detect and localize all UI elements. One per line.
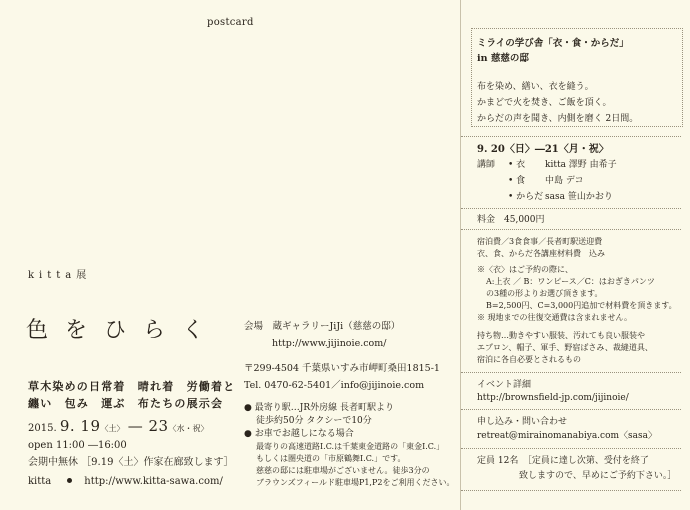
fee-includes-2: 衣、食、からだ各講座材料費 込み: [477, 249, 605, 258]
divider: [461, 490, 681, 491]
belongings-3: 宿泊に各自必要とされるもの: [477, 355, 581, 364]
divider: [461, 208, 681, 209]
lecturer-1-name: kitta 澤野 由希子: [545, 160, 617, 170]
divider: [461, 372, 681, 373]
fee: 料金 45,000円: [477, 215, 545, 225]
note-2: A:上衣 ／ B：ワンピース／C：はおぎきパンツ: [486, 277, 655, 286]
apply-label: 申し込み・問い合わせ: [477, 417, 568, 427]
lecturer-2-name: 中島 デコ: [545, 176, 584, 186]
venue-url[interactable]: http://www.jijinoie.com/: [272, 338, 387, 349]
bullet-dot-icon: [67, 478, 72, 483]
event-details-label: イベント詳細: [477, 380, 532, 390]
kitta-link-line: [28, 476, 223, 487]
kitta-name: kitta: [28, 476, 52, 487]
exhibition-description: [28, 378, 235, 412]
fee-includes-1: 宿泊費／3食食事／長者町駅送迎費: [477, 237, 603, 246]
note-4: B=2,500円、C=3,000円追加で材料費を頂きます。: [486, 301, 677, 310]
intro-line-3: からだの声を聞き、内側を磨く 2日間。: [477, 114, 639, 124]
start-date: 9. 19: [59, 417, 101, 435]
workshop-title: ミライの学び舎「衣・食・からだ」: [477, 38, 629, 49]
apply-email[interactable]: retreat@mirainomanabiya.com〈sasa〉: [477, 431, 658, 441]
tel-email: Tel. 0470-62-5401／info@jijinoie.com: [244, 380, 425, 391]
divider: [461, 136, 681, 137]
description-line-2: 纏い 包み 運ぶ 布たちの展示会: [28, 397, 224, 410]
workshop-subtitle: in 慈慈の邸: [477, 53, 529, 64]
lecturer-1-topic: • 衣: [508, 160, 526, 170]
venue-info: [244, 318, 454, 489]
description-line-1: 草木染めの日常着 晴れ着 労働着と: [28, 380, 236, 393]
station-access: ● 最寄り駅…JR外房線 長者町駅より: [244, 403, 394, 413]
note-3: の3種の形よりお選び頂きます。: [486, 289, 603, 298]
event-details-url[interactable]: http://brownsfield-jp.com/jijinoie/: [477, 393, 629, 403]
station-access-detail: 徒歩約50分 タクシーで10分: [256, 416, 372, 426]
car-note-2: もしくは圏央道の「市原鶴舞I.C.」です。: [256, 454, 406, 463]
lecturers-label: 講師: [477, 160, 496, 170]
belongings-2: エプロン、帽子、軍手、野宿ばさみ、裁縫道具、: [477, 343, 653, 352]
date-line: [28, 418, 233, 437]
car-note-3: 慈慈の邸には駐車場がございません。徒歩3分の: [256, 466, 430, 475]
note-1: ※〈衣〉はご予約の際に、: [477, 265, 573, 274]
lecturer-3-name: sasa 笹山かおり: [545, 192, 613, 202]
exhibition-title: 色をひらく: [26, 318, 222, 343]
workshop-dates: 9. 20〈日〉―21〈月・祝〉: [477, 144, 609, 155]
end-date: — 23: [127, 417, 169, 435]
intro-line-2: かまどで火を焚き、ご飯を頂く。: [477, 98, 612, 108]
capacity-line-1: 定員 12名 ［定員に達し次第、受付を終了: [477, 456, 649, 466]
lecturer-3-topic: • からだ: [508, 192, 544, 202]
car-note-1: 最寄りの高速道路I.C.は千葉東金道路の「東金I.C.」: [256, 442, 445, 451]
lecturer-2-topic: • 食: [508, 176, 526, 186]
belongings-1: 持ち物…動きやすい服装、汚れても良い服装や: [477, 331, 645, 340]
car-access: ● お車でお越しになる場合: [244, 429, 354, 439]
postcard-label: postcard: [207, 17, 254, 28]
end-dow: 〈水・祝〉: [168, 424, 209, 433]
opening-hours: open 11:00 ―16:00: [28, 440, 127, 451]
capacity-line-2: 致しますので、早めにご予約下さい。］: [510, 471, 677, 481]
kitta-url[interactable]: http://www.kitta-sawa.com/: [84, 476, 223, 487]
intro-line-1: 布を染め、繕い、衣を縫う。: [477, 82, 594, 92]
note-5: ※ 現地までの往復交通費は含まれません。: [477, 313, 633, 322]
divider: [461, 229, 681, 230]
exhibition-label: kitta展: [28, 270, 92, 281]
address: 〒299-4504 千葉県いすみ市岬町桑田1815-1: [244, 363, 440, 374]
holiday-note: 会期中無休 ［9.19〈土〉作家在廊致します］: [28, 457, 234, 468]
divider: [461, 448, 681, 449]
car-note-4: ブラウンズフィールド駐車場P1,P2をご利用ください。: [256, 478, 455, 487]
exhibition-dates: [28, 418, 233, 471]
year: 2015.: [28, 423, 57, 434]
start-dow: 〈土〉: [100, 424, 125, 433]
divider: [461, 409, 681, 410]
venue-name: 会場 蔵ギャラリーJiJi（慈慈の邸）: [244, 321, 401, 332]
